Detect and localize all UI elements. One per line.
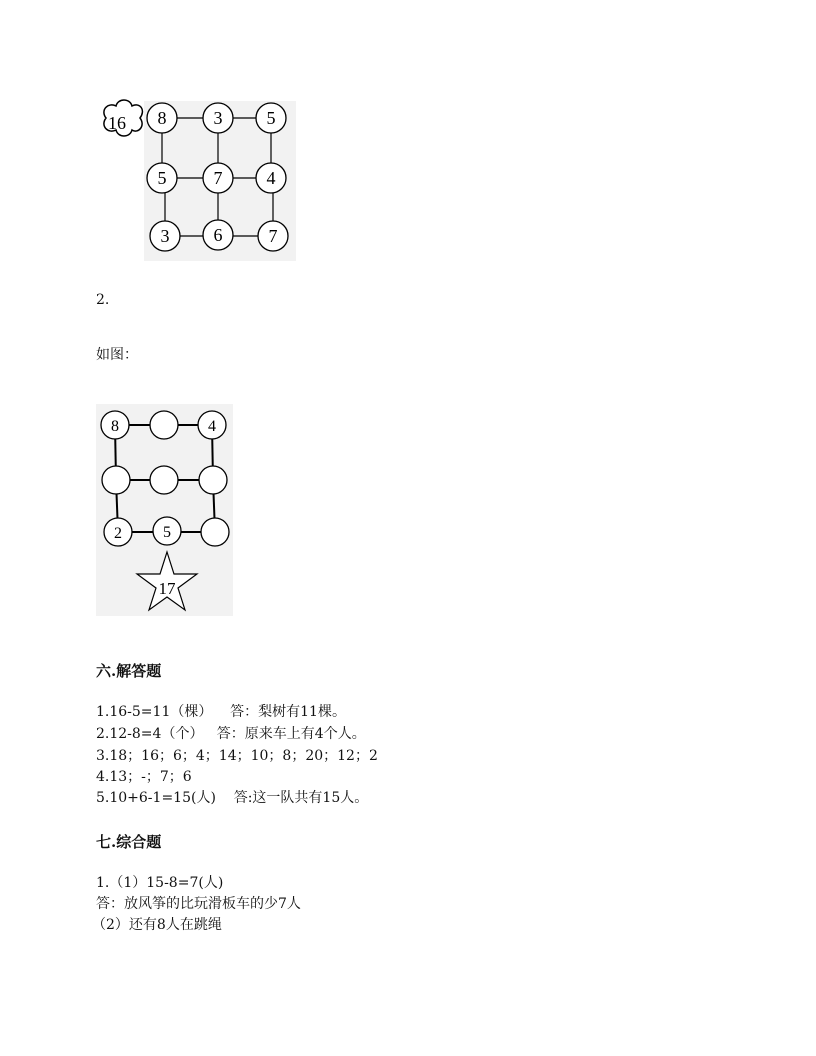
answer-line: 1.16-5=11（棵） 答：梨树有11棵。 [96,704,346,720]
section-7-title: 七.综合题 [96,833,162,851]
answer-line: （2）还有8人在跳绳 [92,917,222,933]
node-value: 5 [266,108,276,128]
figure-number-grid-2 [96,404,236,618]
answer-line: 3.18；16；6；4；14；10；8；20；12；2 [96,748,378,764]
node-value: 8 [157,108,167,128]
answer-line: 4.13；-；7；6 [96,769,192,785]
grid-nodes [147,103,288,251]
answer-line: 5.10+6-1=15(人) 答:这一队共有15人。 [96,790,369,806]
node-value: 7 [268,226,278,246]
node-value: 6 [213,225,223,245]
cloud-value: 16 [108,113,126,133]
answer-line: 答：放风筝的比玩滑板车的少7人 [96,896,301,912]
node-value: 3 [213,108,223,128]
node-value: 3 [160,226,170,246]
node-value: 4 [266,168,276,188]
node-value: 5 [157,168,167,188]
node-value: 2 [114,525,122,542]
node-value: 5 [163,524,171,541]
as-shown-label: 如图： [96,347,138,363]
figure-number-grid-1 [96,96,296,261]
node-value: 7 [213,168,223,188]
section-6-title: 六.解答题 [96,662,162,680]
node-value: 8 [111,418,119,435]
node-value: 4 [208,418,216,435]
grid-nodes [101,411,229,546]
cloud-shape [104,100,143,136]
star-value: 17 [158,579,176,598]
answer-line: 1.（1）15-8=7(人) [96,875,224,891]
item-2-label: 2. [96,292,110,308]
answer-line: 2.12-8=4（个） 答：原来车上有4个人。 [96,726,366,742]
